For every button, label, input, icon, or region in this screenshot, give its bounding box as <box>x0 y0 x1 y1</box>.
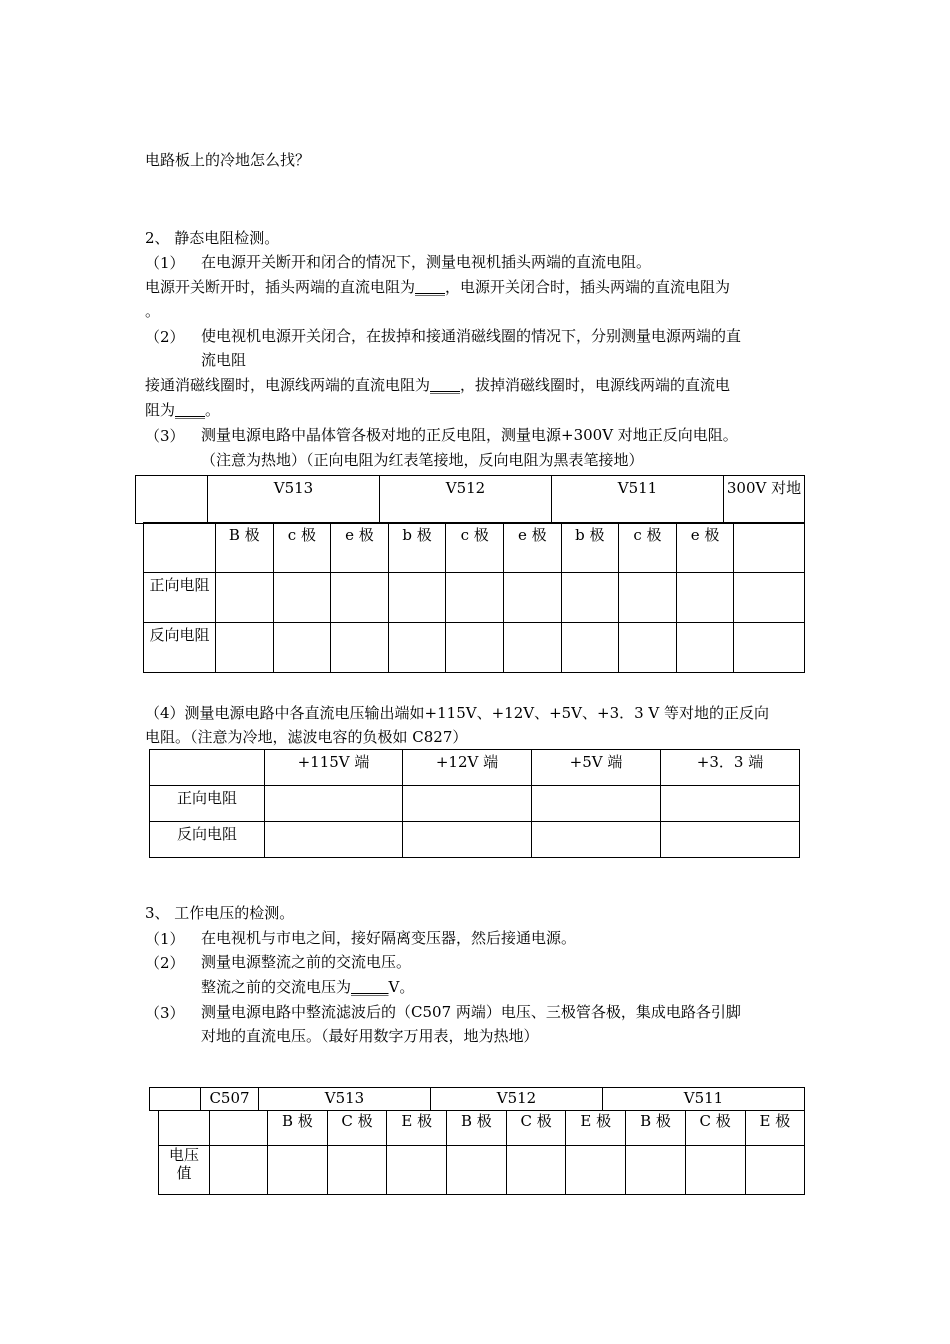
input-cell[interactable] <box>532 786 661 822</box>
pole-header: B 极 <box>447 1111 507 1146</box>
answer-line: 接通消磁线圈时，电源线两端的直流电阻为____，拔掉消磁线圈时，电源线两端的直流电 <box>145 376 731 394</box>
table2 <box>149 749 800 858</box>
input-cell[interactable] <box>619 623 677 673</box>
item-number: （1） <box>145 930 185 948</box>
input-cell[interactable] <box>387 1146 447 1195</box>
blank[interactable]: ____ <box>430 376 461 394</box>
col-header: +3．3 端 <box>661 750 800 786</box>
input-cell[interactable] <box>503 573 561 623</box>
input-cell[interactable] <box>685 1146 745 1195</box>
group-header: V513 <box>208 476 380 524</box>
table1-body <box>143 522 805 673</box>
pole-header: b 极 <box>388 523 446 573</box>
input-cell[interactable] <box>268 1146 328 1195</box>
item-text: 使电视机电源开关闭合，在拔掉和接通消磁线圈的情况下，分别测量电源两端的直 <box>201 327 742 345</box>
input-cell[interactable] <box>388 573 446 623</box>
item-text: 测量电源整流之前的交流电压。 <box>201 953 412 971</box>
input-cell[interactable] <box>734 573 805 623</box>
item-text: 测量电源电路中整流滤波后的（C507 两端）电压、三极管各极，集成电路各引脚 <box>201 1003 741 1021</box>
input-cell[interactable] <box>265 822 403 858</box>
input-cell[interactable] <box>273 623 331 673</box>
last-header: 300V 对地 <box>724 476 805 524</box>
pole-header: c 极 <box>273 523 331 573</box>
pole-header: E 极 <box>745 1111 805 1146</box>
input-cell[interactable] <box>210 1146 268 1195</box>
answer-line: 整流之前的交流电压为_____V。 <box>201 978 415 996</box>
pole-header: E 极 <box>387 1111 447 1146</box>
input-cell[interactable] <box>661 822 800 858</box>
item-text: 测量电源电路中晶体管各极对地的正反电阻，测量电源+300V 对地正反向电阻。 <box>201 426 738 444</box>
input-cell[interactable] <box>265 786 403 822</box>
item-number: （1） <box>145 254 185 272</box>
item-4-text: （4）测量电源电路中各直流电压输出端如+115V、+12V、+5V、+3．3 V 等对地的正反向 <box>145 704 770 722</box>
section-3-title: 3、 工作电压的检测。 <box>145 904 295 922</box>
item-text: 在电源开关断开和闭合的情况下，测量电视机插头两端的直流电阻。 <box>201 253 652 271</box>
input-cell[interactable] <box>506 1146 566 1195</box>
pole-header: e 极 <box>676 523 734 573</box>
input-cell[interactable] <box>532 822 661 858</box>
empty-cell <box>150 750 265 786</box>
pole-header: B 极 <box>216 523 274 573</box>
input-cell[interactable] <box>566 1146 626 1195</box>
blank[interactable]: _____ <box>351 978 389 996</box>
input-cell[interactable] <box>331 573 389 623</box>
empty-cell <box>159 1111 210 1146</box>
item-text: 在电视机与市电之间，接好隔离变压器，然后接通电源。 <box>201 929 577 947</box>
pole-header: C 极 <box>327 1111 387 1146</box>
item-4-text-cont: 电阻。（注意为冷地，滤波电容的负极如 C827） <box>145 728 468 746</box>
pole-header: e 极 <box>331 523 389 573</box>
group-header: V512 <box>380 476 552 524</box>
pole-header: c 极 <box>619 523 677 573</box>
item-number: （3） <box>145 427 185 445</box>
input-cell[interactable] <box>403 822 532 858</box>
blank[interactable]: ____ <box>415 278 446 296</box>
input-cell[interactable] <box>626 1146 686 1195</box>
group-header: V512 <box>431 1088 603 1111</box>
table3-body <box>158 1110 805 1195</box>
blank[interactable]: ____ <box>175 401 206 419</box>
item-number: （2） <box>145 954 185 972</box>
input-cell[interactable] <box>446 573 504 623</box>
pole-header: B 极 <box>268 1111 328 1146</box>
table1-header <box>135 475 805 524</box>
input-cell[interactable] <box>403 786 532 822</box>
input-cell[interactable] <box>561 573 619 623</box>
pole-header: e 极 <box>503 523 561 573</box>
row-header: 正向电阻 <box>150 786 265 822</box>
col-header: +12V 端 <box>403 750 532 786</box>
input-cell[interactable] <box>734 623 805 673</box>
input-cell[interactable] <box>273 573 331 623</box>
item-text-cont: 流电阻 <box>201 351 247 369</box>
item-text-cont: 对地的直流电压。（最好用数字万用表，地为热地） <box>201 1027 539 1045</box>
empty-cell <box>136 476 208 524</box>
input-cell[interactable] <box>327 1146 387 1195</box>
group-header: V511 <box>603 1088 805 1111</box>
input-cell[interactable] <box>447 1146 507 1195</box>
input-cell[interactable] <box>745 1146 805 1195</box>
c507-header: C507 <box>201 1088 259 1111</box>
page-heading: 电路板上的冷地怎么找？ <box>145 151 311 169</box>
item-number: （2） <box>145 328 185 346</box>
input-cell[interactable] <box>446 623 504 673</box>
answer-line: 阻为____。 <box>145 401 221 419</box>
answer-line-tail: 。 <box>145 302 161 320</box>
input-cell[interactable] <box>661 786 800 822</box>
empty-cell <box>150 1088 201 1111</box>
pole-header: C 极 <box>506 1111 566 1146</box>
section-2-title: 2、 静态电阻检测。 <box>145 229 280 247</box>
input-cell[interactable] <box>388 623 446 673</box>
table3-header <box>149 1087 805 1111</box>
input-cell[interactable] <box>503 623 561 673</box>
pole-header: c 极 <box>446 523 504 573</box>
answer-line: 电源开关断开时，插头两端的直流电阻为____，电源开关闭合时，插头两端的直流电阻为 <box>145 278 731 296</box>
input-cell[interactable] <box>561 623 619 673</box>
input-cell[interactable] <box>331 623 389 673</box>
row-header: 正向电阻 <box>144 573 216 623</box>
input-cell[interactable] <box>216 573 274 623</box>
pole-header: B 极 <box>626 1111 686 1146</box>
col-header: +115V 端 <box>265 750 403 786</box>
pole-header: E 极 <box>566 1111 626 1146</box>
col-header: +5V 端 <box>532 750 661 786</box>
group-header: V513 <box>259 1088 431 1111</box>
item-note: （注意为热地）（正向电阻为红表笔接地，反向电阻为黑表笔接地） <box>201 451 644 469</box>
group-header: V511 <box>552 476 724 524</box>
row-header: 反向电阻 <box>144 623 216 673</box>
row-header: 反向电阻 <box>150 822 265 858</box>
pole-header: b 极 <box>561 523 619 573</box>
input-cell[interactable] <box>676 623 734 673</box>
pole-header: C 极 <box>685 1111 745 1146</box>
input-cell[interactable] <box>216 623 274 673</box>
empty-cell <box>144 523 216 573</box>
row-header: 电压值 <box>159 1146 210 1195</box>
item-number: （3） <box>145 1004 185 1022</box>
input-cell[interactable] <box>619 573 677 623</box>
empty-cell <box>210 1111 268 1146</box>
input-cell[interactable] <box>676 573 734 623</box>
empty-cell <box>734 523 805 573</box>
